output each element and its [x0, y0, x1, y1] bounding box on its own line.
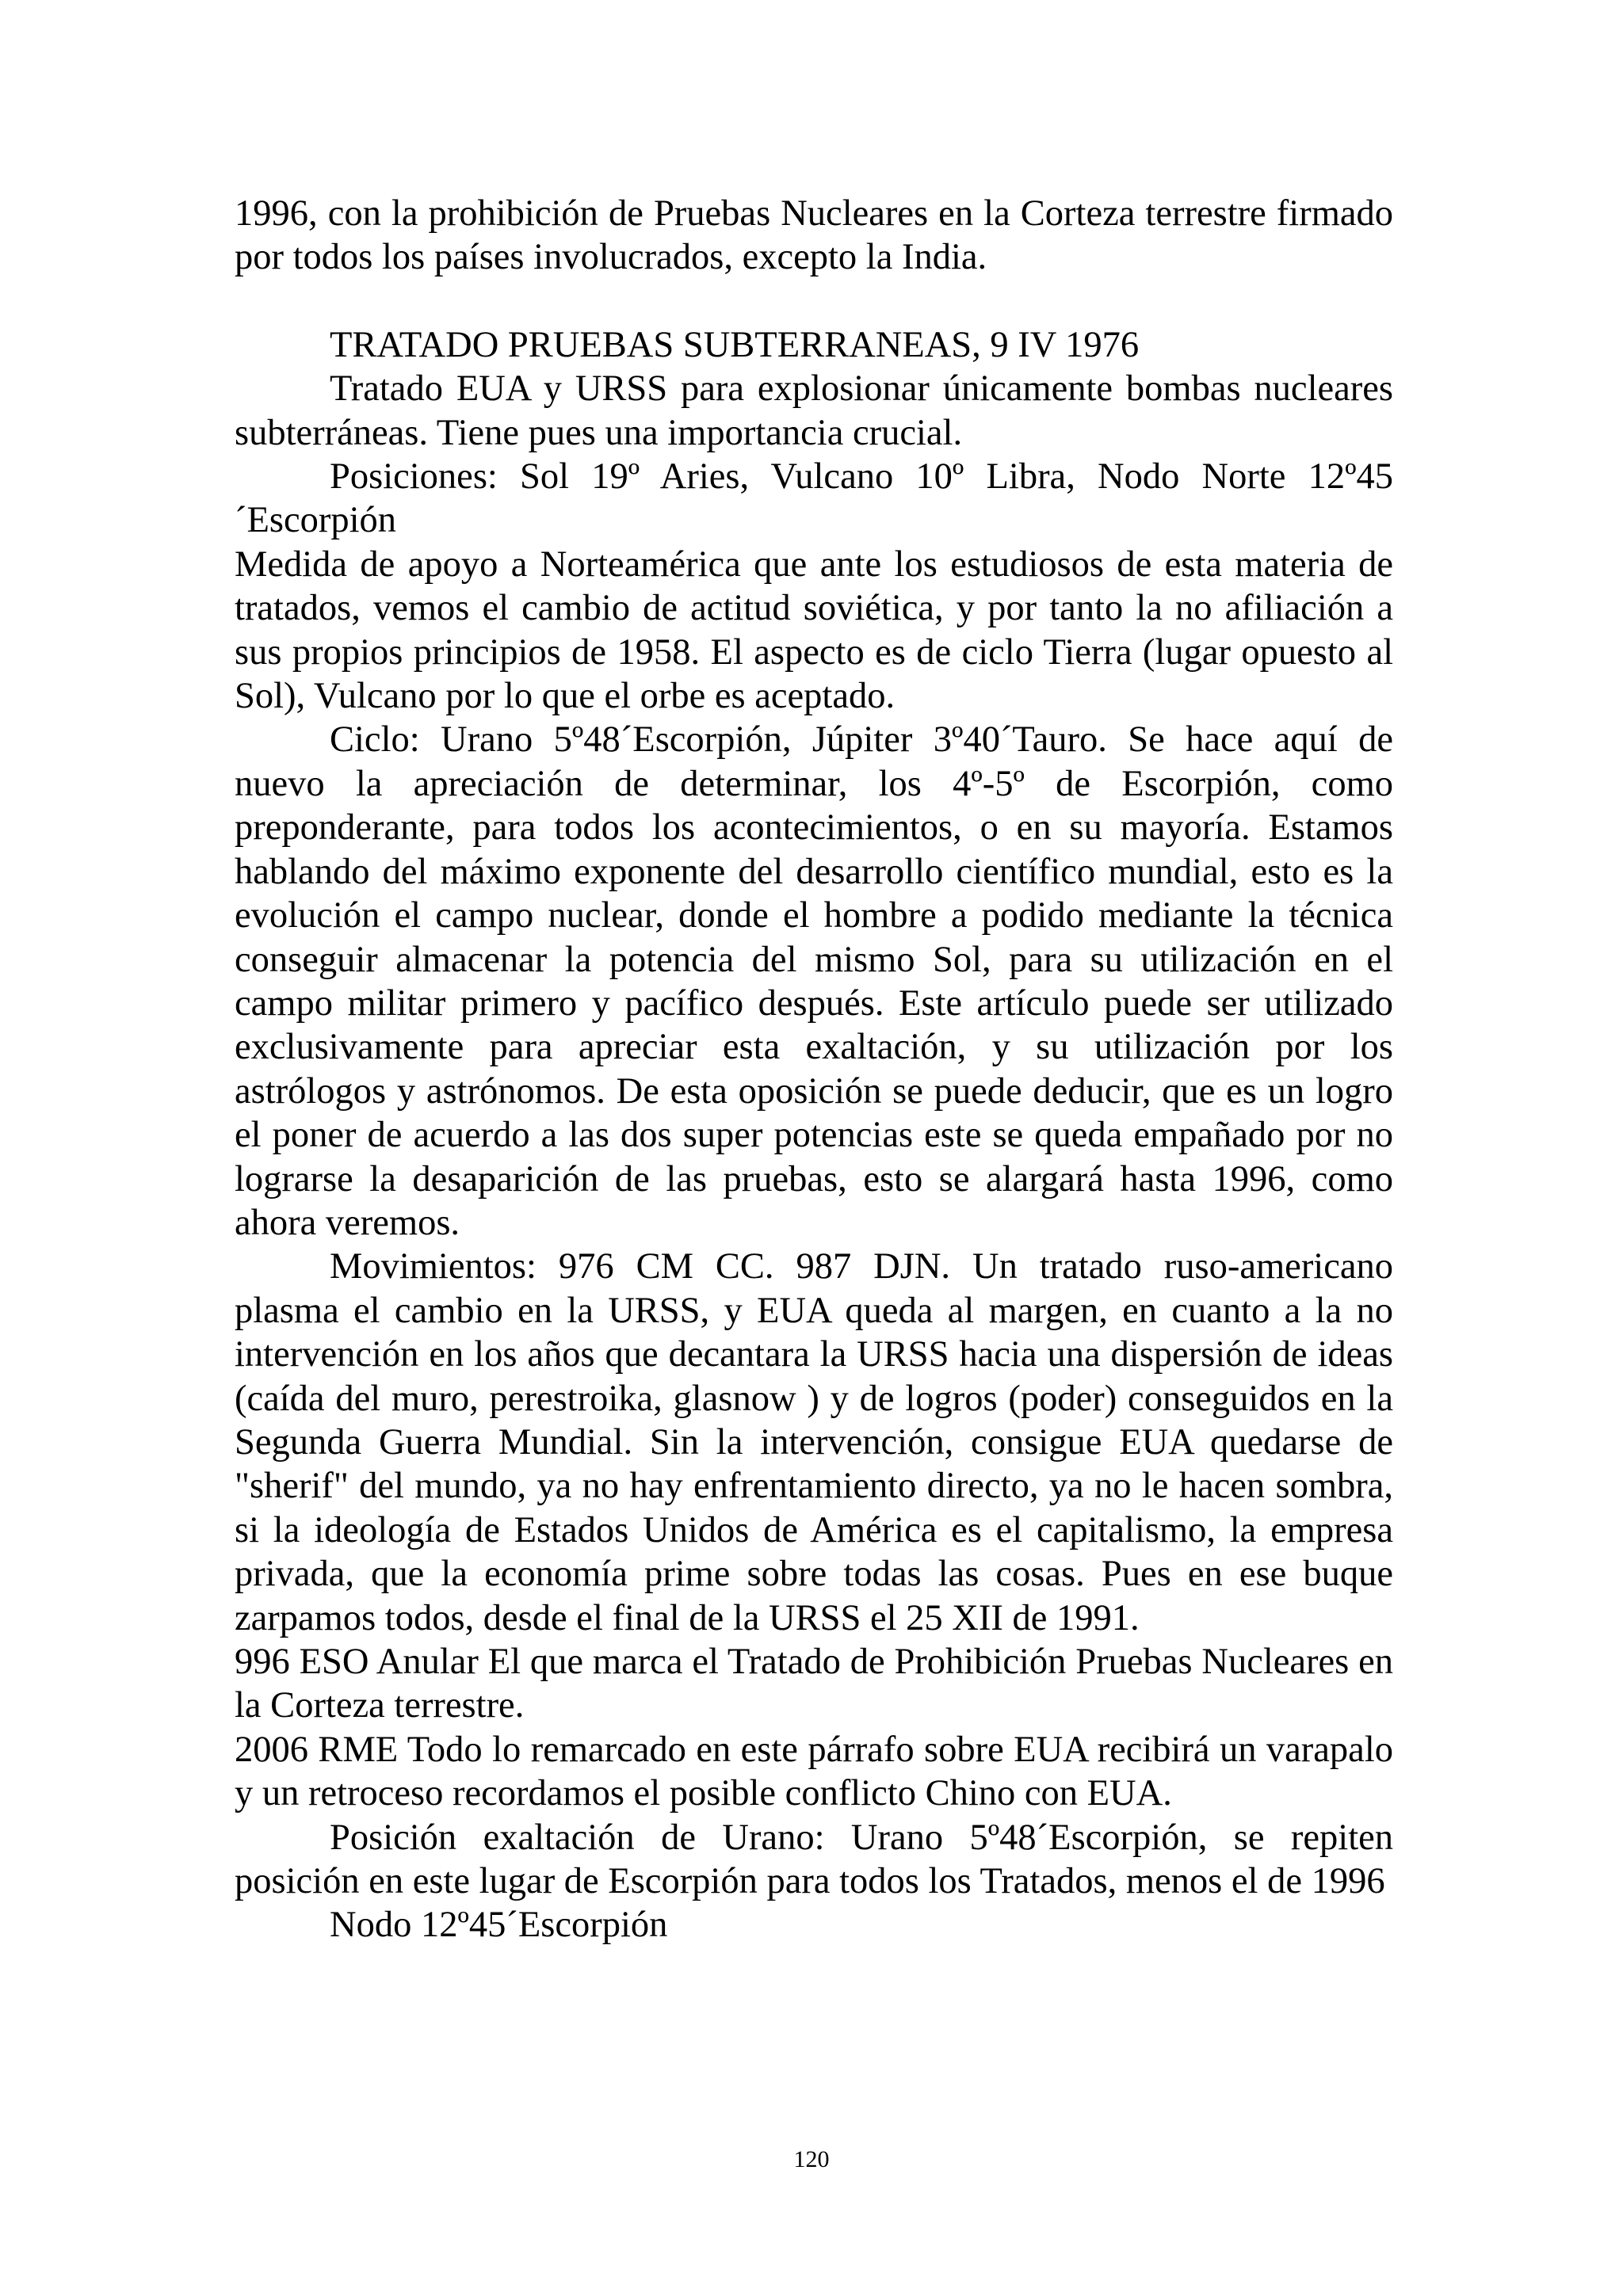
paragraph: Movimientos: 976 CM CC. 987 DJN. Un tratado ruso-americano plasma el cambio en la URSS, y EUA queda al margen, en cuanto a la no intervención en los años que decantara la URSS hacia una dispersión de ideas (caída del muro, perestroika, glasnow ) y de logros (poder) conseguidos en la Segunda Guerra Mundial. Sin la intervención, consigue EUA quedarse de "sherif" del mundo, ya no hay enfrentamiento directo, ya no le hacen sombra, si la ideología de Estados Unidos de América es el capitalismo, la empresa privada, que la economía prime sobre todas las cosas. Pues en ese buque zarpamos todos, desde el final de la URSS el 25 XII de 1991.: [235, 1246, 1393, 1638]
section-heading: TRATADO PRUEBAS SUBTERRANEAS, 9 IV 1976: [330, 324, 1140, 365]
paragraph: Posiciones: Sol 19º Aries, Vulcano 10º Libra, Nodo Norte 12º45´Escorpión: [235, 456, 1393, 541]
paragraph: Tratado EUA y URSS para explosionar únicamente bombas nucleares subterráneas. Tiene pues una importancia crucial.: [235, 368, 1393, 453]
paragraph: 996 ESO Anular El que marca el Tratado de Prohibición Pruebas Nucleares en la Corteza terrestre.: [235, 1642, 1393, 1726]
page-number: 120: [793, 2146, 830, 2172]
paragraph-continuation: 1996, con la prohibición de Pruebas Nucleares en la Corteza terrestre firmado por todos los países involucrados, excepto la India.: [235, 193, 1393, 278]
paragraph: Ciclo: Urano 5º48´Escorpión, Júpiter 3º40´Tauro. Se hace aquí de nuevo la apreciación de determinar, los 4º-5º de Escorpión, como preponderante, para todos los acontecimientos, o en su mayoría. Estamos hablando del máximo exponente del desarrollo científico mundial, esto es la evolución el campo nuclear, donde el hombre a podido mediante la técnica conseguir almacenar la potencia del mismo Sol, para su utilización en el campo militar primero y pacífico después. Este artículo puede ser utilizado exclusivamente para apreciar esta exaltación, y su utilización por los astrólogos y astrónomos. De esta oposición se puede deducir, que es un logro el poner de acuerdo a las dos super potencias este se queda empañado por no lograrse la desaparición de las pruebas, esto se alargará hasta 1996, como ahora veremos.: [235, 719, 1393, 1243]
body-text: [235, 192, 1393, 1947]
paragraph: 2006 RME Todo lo remarcado en este párrafo sobre EUA recibirá un varapalo y un retroceso recordamos el posible conflicto Chino con EUA.: [235, 1729, 1393, 1814]
paragraph: Nodo 12º45´Escorpión: [330, 1905, 668, 1946]
paragraph: Medida de apoyo a Norteamérica que ante los estudiosos de esta materia de tratados, vemos el cambio de actitud soviética, y por tanto la no afiliación a sus propios principios de 1958. El aspecto es de ciclo Tierra (lugar opuesto al Sol), Vulcano por lo que el orbe es aceptado.: [235, 543, 1393, 717]
paragraph: Posición exaltación de Urano: Urano 5º48´Escorpión, se repiten posición en este lugar de Escorpión para todos los Tratados, menos el de 1996: [235, 1817, 1393, 1902]
